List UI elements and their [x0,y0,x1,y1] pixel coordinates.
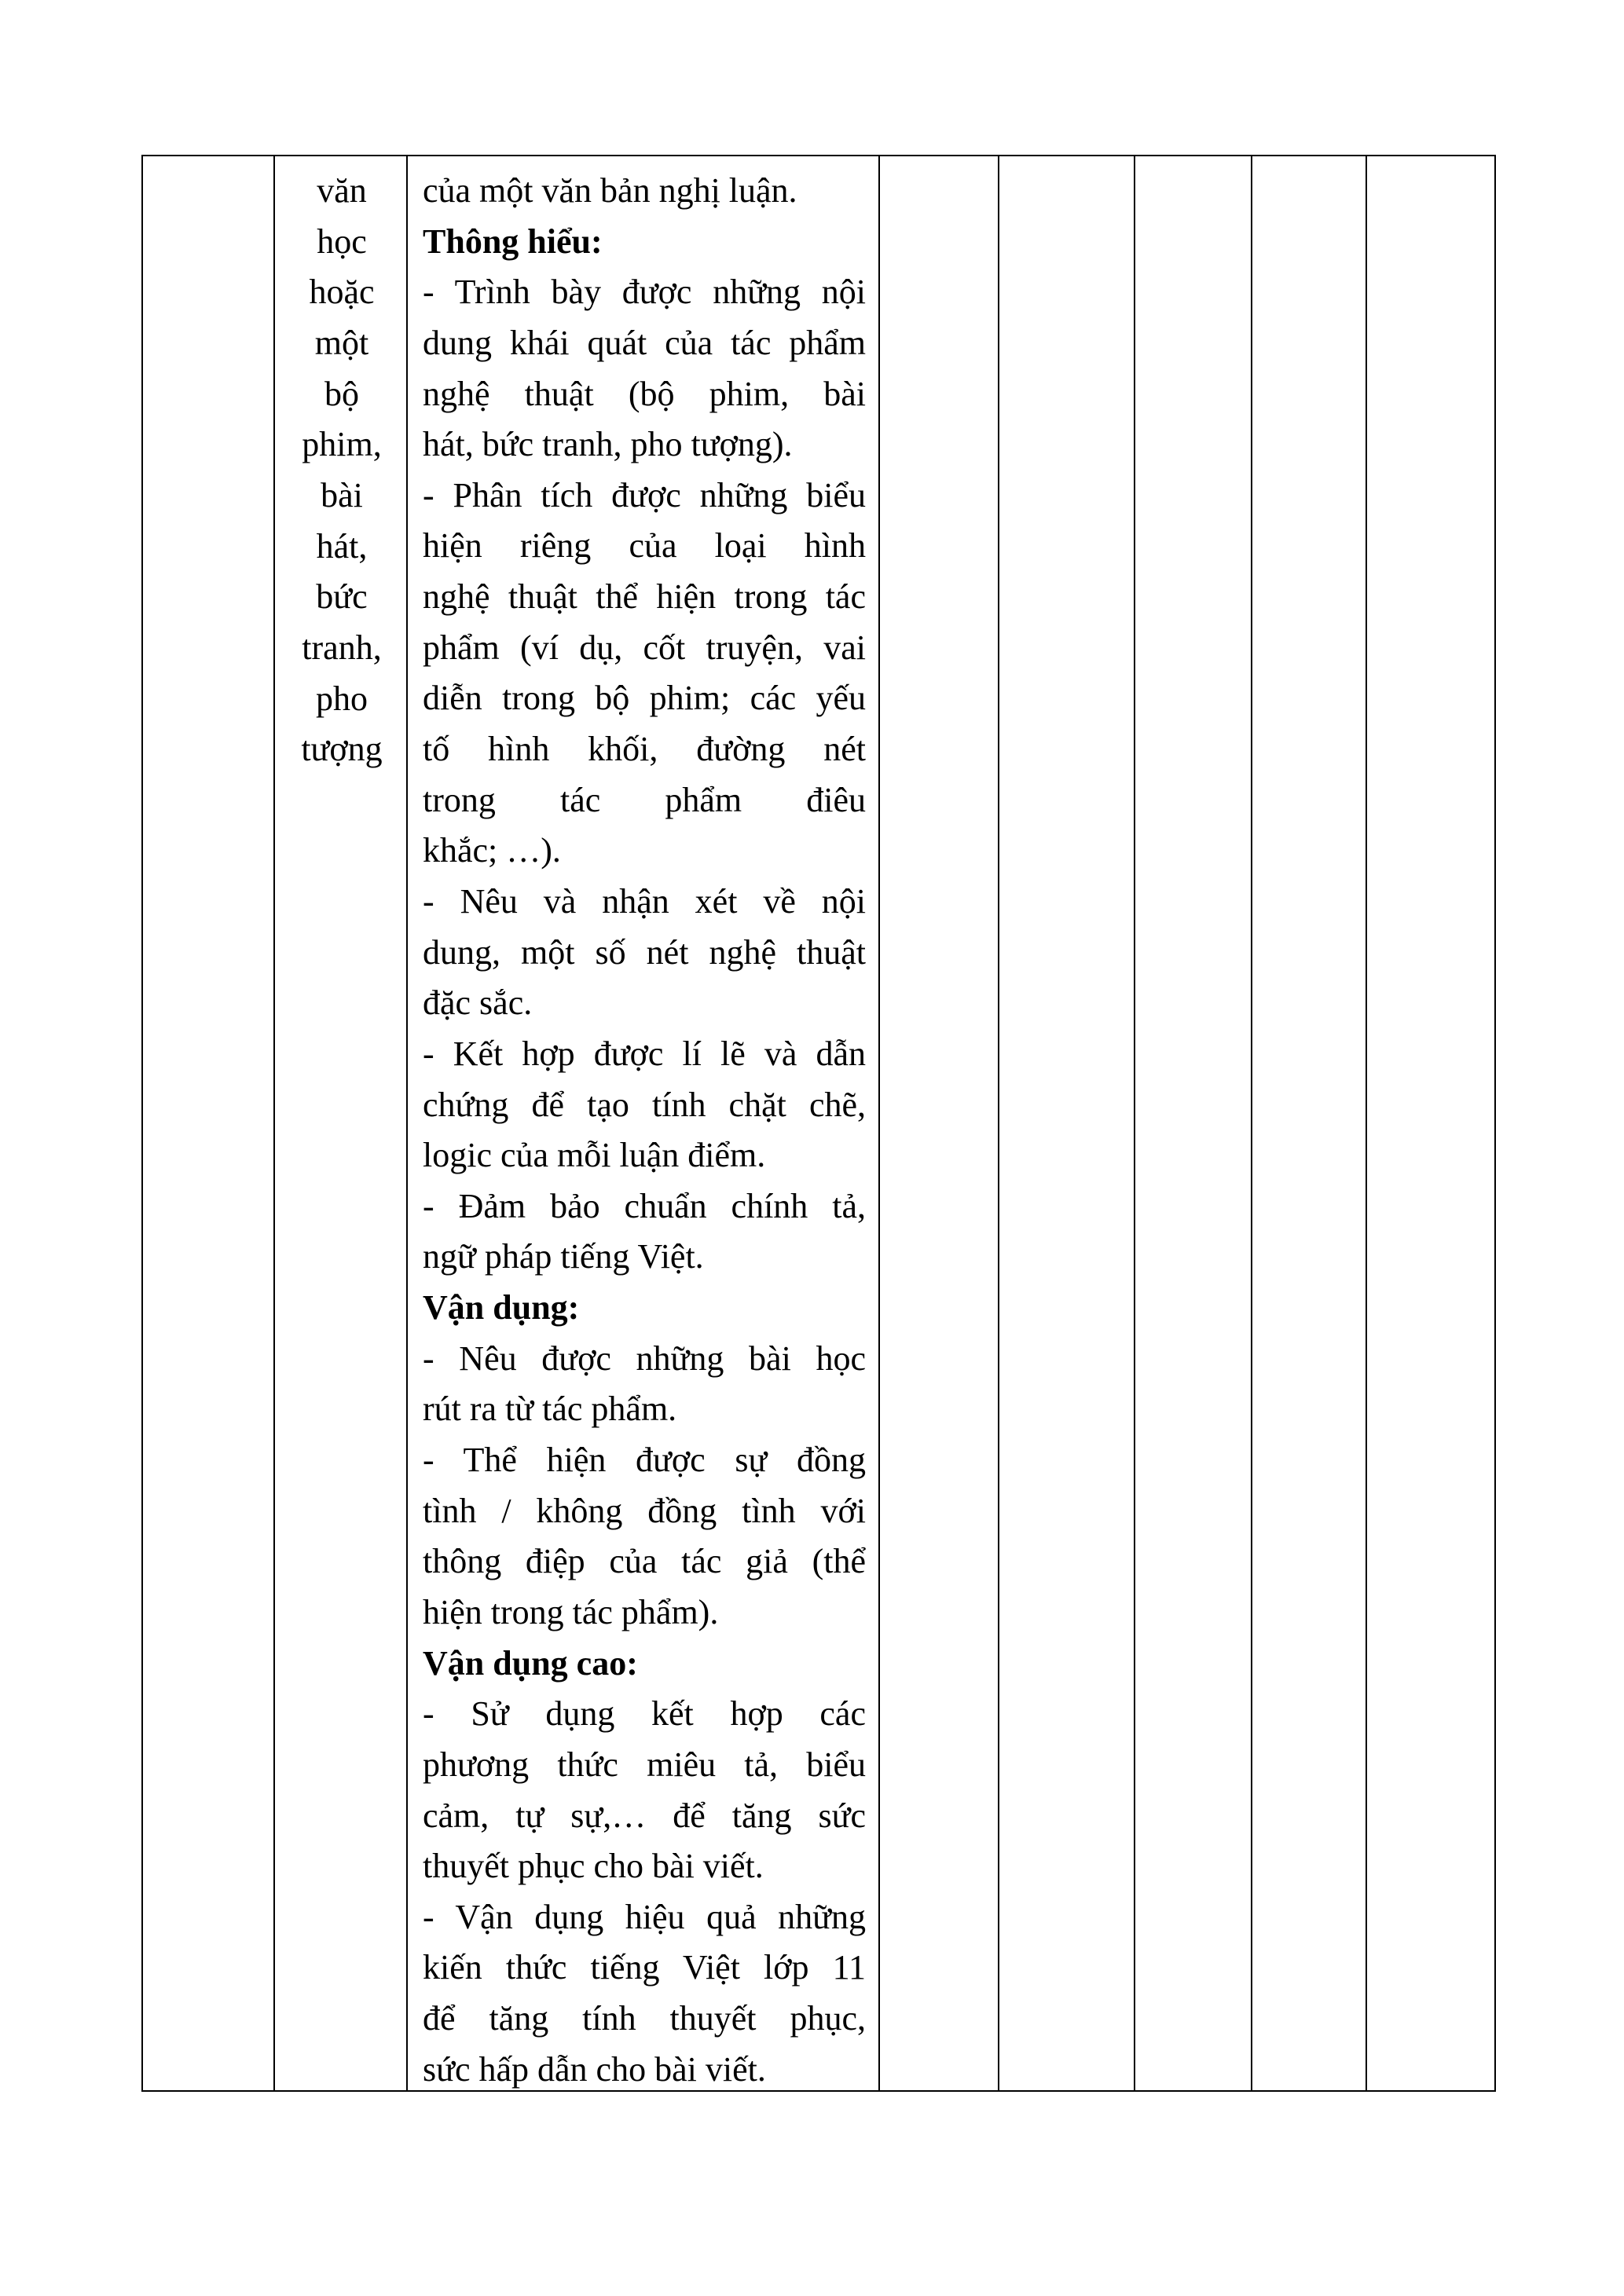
requirement-line: trong tác phẩm điêu [423,780,866,819]
topic-line: tranh, [302,628,382,667]
requirement-line: của một văn bản nghị luận. [423,171,797,210]
requirement-line: hiện trong tác phẩm). [423,1592,719,1631]
topic-cell [277,166,407,775]
requirement-line: ngữ pháp tiếng Việt. [423,1237,704,1276]
topic-line: học [317,222,367,261]
section-heading: Vận dụng cao: [423,1643,638,1683]
requirement-line: nghệ thuật (bộ phim, bài [423,374,866,413]
requirement-line: - Đảm bảo chuẩn chính tả, [423,1186,866,1225]
topic-line: tượng [301,730,383,769]
requirement-line: - Vận dụng hiệu quả những [423,1897,866,1936]
column-divider [273,156,275,2090]
requirement-line: dung khái quát của tác phẩm [423,323,866,362]
topic-line: hoặc [309,273,375,312]
requirement-line: cảm, tự sự,… để tăng sức [423,1796,866,1835]
topic-line: bài [321,475,363,514]
requirement-line: rút ra từ tác phẩm. [423,1390,677,1429]
column-divider [878,156,880,2090]
requirement-line: - Kết hợp được lí lẽ và dẫn [423,1034,866,1073]
requirement-line: khắc; …). [423,831,561,870]
requirement-line: phẩm (ví dụ, cốt truyện, vai [423,628,866,667]
requirement-line: hiện riêng của loại hình [423,526,866,566]
requirement-line: tố hình khối, đường nét [423,730,866,769]
section-heading: Thông hiểu: [423,222,603,261]
requirement-line: - Sử dụng kết hợp các [423,1694,866,1734]
column-divider [1366,156,1367,2090]
topic-line: phim, [302,425,382,464]
column-divider [998,156,999,2090]
requirement-line: chứng để tạo tính chặt chẽ, [423,1085,866,1124]
requirement-line: thông điệp của tác giả (thể [423,1542,866,1581]
requirement-line: sức hấp dẫn cho bài viết. [423,2049,766,2089]
requirement-line: - Thể hiện được sự đồng [423,1441,866,1480]
requirement-line: để tăng tính thuyết phục, [423,1999,866,2038]
topic-line: hát, [316,526,368,566]
requirement-line: - Nêu được những bài học [423,1338,866,1378]
requirement-line: - Nêu và nhận xét về nội [423,881,866,921]
requirement-line: hát, bức tranh, pho tượng). [423,425,793,464]
topic-line: một [314,323,369,362]
column-divider [1251,156,1252,2090]
requirement-line: thuyết phục cho bài viết. [423,1847,764,1886]
requirement-line: phương thức miêu tả, biểu [423,1745,866,1784]
requirement-line: diễn trong bộ phim; các yếu [423,679,866,718]
requirements-cell [423,166,866,2095]
topic-line: bức [316,577,368,617]
requirement-line: tình / không đồng tình với [423,1491,866,1530]
requirement-line: dung, một số nét nghệ thuật [423,932,866,972]
topic-line: pho [316,679,368,718]
requirement-line: nghệ thuật thể hiện trong tác [423,577,866,617]
requirement-line: - Phân tích được những biểu [423,475,866,514]
requirement-line: kiến thức tiếng Việt lớp 11 [423,1948,866,1987]
topic-line: bộ [324,374,359,413]
requirement-line: logic của mỗi luận điểm. [423,1136,766,1175]
requirement-line: đặc sắc. [423,983,533,1023]
requirement-line: - Trình bày được những nội [423,273,866,312]
assessment-table [141,155,1496,2092]
topic-line: văn [317,171,367,210]
column-divider [1134,156,1135,2090]
section-heading: Vận dụng: [423,1288,580,1327]
